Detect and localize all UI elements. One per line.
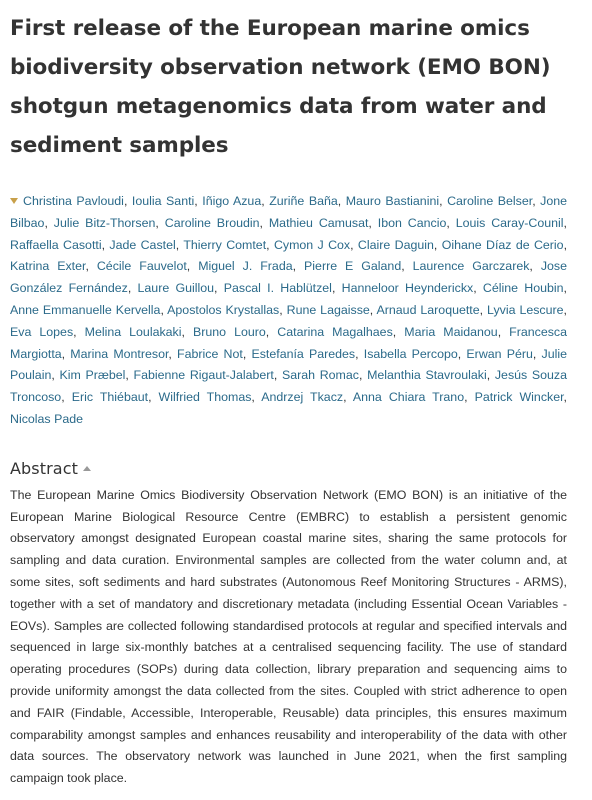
author-link[interactable]: Nicolas Pade: [10, 411, 84, 426]
abstract-heading-label: Abstract: [10, 458, 78, 478]
author-link[interactable]: Mauro Bastianini: [345, 194, 440, 208]
author-link[interactable]: Kim Præbel: [59, 368, 126, 383]
author-separator: ,: [160, 302, 168, 317]
author-separator: ,: [127, 281, 138, 296]
author-link[interactable]: Julie Poulain: [10, 346, 567, 383]
author-list: [10, 191, 567, 431]
author-separator: ,: [464, 390, 475, 405]
author-link[interactable]: Jade Castel: [109, 237, 176, 252]
author-separator: ,: [563, 215, 567, 230]
author-link[interactable]: Iñigo Azua: [202, 194, 262, 208]
author-separator: ,: [279, 302, 287, 317]
author-link[interactable]: Céline Houbin: [482, 281, 564, 296]
author-separator: ,: [123, 194, 132, 208]
abstract-text: The European Marine Omics Biodiversity Observation Network (EMO BON) is an initiative of the European Marine Biological Resource Centre (EMBRC) to establish a persistent genomic observatory amongst designated European coastal marine sites, sharing the same protocols for sampling and data curation. Environmental samples are collected from the water column and, at some sites, soft sediments and hard substrates (Autonomous Reef Monitoring Structures - ARMS), together with a set of mandatory and discretionary metadata (including Essential Ocean Variables - EOVs). Samples are collected following standardised protocols at regular and specified intervals and sequenced in large six-monthly batches at a centralised sequencing facility. The use of standard operating procedures (SOPs) during data collection, library preparation and sequencing aims to provide uniformity amongst the data collected from the sites. Coupled with strict adherence to open and FAIR (Findable, Accessible, Interoperable, Reusable) data principles, this ensures maximum comparability amongst samples and enhances reusability and interoperability of the data with other data sources. The observatory network was launched in June 2021, when the first sampling campaign took place.: [10, 487, 567, 786]
author-link[interactable]: Erwan Péru: [466, 346, 533, 361]
author-link[interactable]: Rune Lagaisse: [286, 302, 370, 317]
author-link[interactable]: Caroline Belser: [447, 194, 533, 208]
author-separator: ,: [563, 237, 568, 252]
author-link[interactable]: Oihane Díaz de Cerio: [441, 237, 564, 252]
author-separator: ,: [563, 302, 567, 317]
author-link[interactable]: Melanthia Stavroulaki: [367, 368, 487, 383]
author-link[interactable]: Andrzej Tkacz: [261, 390, 344, 405]
author-link[interactable]: Pascal I. Hablützel: [223, 281, 332, 296]
author-separator: ,: [181, 324, 193, 339]
author-separator: ,: [125, 368, 134, 383]
author-link[interactable]: Bruno Louro: [193, 324, 266, 339]
author-link[interactable]: Lyvia Lescure: [487, 302, 564, 317]
author-link[interactable]: Louis Caray-Counil: [455, 215, 564, 230]
author-link[interactable]: Raffaella Casotti: [10, 237, 102, 252]
author-separator: ,: [214, 281, 224, 296]
author-separator: ,: [331, 281, 342, 296]
author-separator: ,: [73, 324, 85, 339]
author-link[interactable]: Eva Lopes: [10, 324, 74, 339]
author-separator: ,: [433, 237, 442, 252]
author-link[interactable]: Francesca Margiotta: [10, 324, 568, 361]
author-link[interactable]: Zuriñe Baña: [269, 194, 338, 208]
author-separator: ,: [337, 194, 346, 208]
author-separator: ,: [401, 259, 413, 274]
author-link[interactable]: Patrick Wincker: [474, 390, 564, 405]
author-separator: ,: [439, 194, 448, 208]
author-link[interactable]: Eric Thiébaut: [71, 390, 149, 405]
author-link[interactable]: Laurence Garczarek: [412, 259, 530, 274]
author-separator: ,: [292, 259, 305, 274]
author-separator: ,: [265, 324, 278, 339]
author-separator: ,: [251, 390, 262, 405]
article-title: First release of the European marine omics biodiversity observation network (EMO BON) shotgun metagenomics data from water and sediment samples: [10, 16, 551, 158]
author-link[interactable]: Jesús Souza Troncoso: [10, 368, 568, 405]
author-separator: ,: [497, 324, 510, 339]
author-separator: ,: [446, 215, 456, 230]
author-separator: ,: [61, 346, 71, 361]
author-link[interactable]: Fabienne Rigaut-Jalabert: [133, 368, 274, 383]
author-separator: ,: [175, 237, 184, 252]
author-link[interactable]: Katrina Exter: [10, 259, 86, 274]
author-separator: ,: [242, 346, 252, 361]
author-link[interactable]: Hanneloor Heynderickx: [341, 281, 474, 296]
author-separator: ,: [194, 194, 203, 208]
author-separator: ,: [563, 390, 567, 405]
author-separator: ,: [186, 259, 199, 274]
author-link[interactable]: Fabrice Not: [177, 346, 243, 361]
author-separator: ,: [259, 215, 269, 230]
author-separator: ,: [473, 281, 483, 296]
author-link[interactable]: Maria Maidanou: [404, 324, 498, 339]
author-separator: ,: [358, 368, 368, 383]
author-link[interactable]: Apostolos Krystallas: [167, 302, 280, 317]
author-separator: ,: [343, 390, 353, 405]
author-link[interactable]: Anne Emmanuelle Kervella: [10, 302, 161, 317]
author-separator: ,: [266, 237, 274, 252]
author-separator: ,: [148, 390, 159, 405]
abstract-heading: [10, 457, 567, 481]
author-link[interactable]: Melina Loulakaki: [84, 324, 182, 339]
author-link[interactable]: Pierre E Galand: [304, 259, 402, 274]
author-separator: ,: [261, 194, 270, 208]
caret-up-icon[interactable]: [83, 466, 91, 471]
author-separator: ,: [457, 346, 467, 361]
author-link[interactable]: Thierry Comtet: [183, 237, 267, 252]
author-separator: ,: [529, 259, 541, 274]
caret-down-icon[interactable]: [10, 198, 18, 204]
author-separator: ,: [368, 215, 378, 230]
author-link[interactable]: Ioulia Santi: [131, 194, 195, 208]
author-separator: ,: [486, 368, 495, 383]
author-link[interactable]: Julie Bitz-Thorsen: [53, 215, 156, 230]
author-link[interactable]: Arnaud Laroquette: [376, 302, 480, 317]
author-link[interactable]: Claire Daguin: [357, 237, 434, 252]
author-separator: ,: [85, 259, 97, 274]
author-separator: ,: [155, 215, 165, 230]
article: [10, 0, 567, 790]
author-link[interactable]: Marina Montresor: [70, 346, 169, 361]
author-link[interactable]: Anna Chiara Trano: [352, 390, 465, 405]
author-separator: ,: [101, 237, 110, 252]
author-link[interactable]: Christina Pavloudi: [23, 194, 124, 208]
author-link[interactable]: Sarah Romac: [281, 368, 359, 383]
author-link[interactable]: Miguel J. Frada: [198, 259, 293, 274]
author-link[interactable]: Ibon Cancio: [377, 215, 447, 230]
author-link[interactable]: Catarina Magalhaes: [277, 324, 393, 339]
author-link[interactable]: Wilfried Thomas: [158, 390, 252, 405]
author-separator: ,: [273, 368, 282, 383]
author-link[interactable]: Mathieu Camusat: [268, 215, 369, 230]
author-separator: ,: [44, 215, 54, 230]
author-separator: ,: [168, 346, 178, 361]
author-separator: ,: [532, 194, 541, 208]
author-separator: ,: [392, 324, 405, 339]
author-link[interactable]: Cymon J Cox: [273, 237, 351, 252]
author-link[interactable]: Jone Bilbao: [10, 194, 568, 230]
author-separator: ,: [563, 281, 567, 296]
author-separator: ,: [355, 346, 364, 361]
author-link[interactable]: Caroline Broudin: [164, 215, 260, 230]
author-separator: ,: [61, 390, 72, 405]
author-separator: ,: [51, 368, 60, 383]
author-separator: ,: [369, 302, 377, 317]
author-separator: ,: [532, 346, 542, 361]
author-link[interactable]: Laure Guillou: [137, 281, 215, 296]
author-link[interactable]: Isabella Percopo: [363, 346, 458, 361]
author-separator: ,: [479, 302, 488, 317]
author-link[interactable]: Estefanía Paredes: [251, 346, 356, 361]
author-link[interactable]: Jose González Fernández: [10, 259, 567, 296]
author-separator: ,: [350, 237, 358, 252]
author-link[interactable]: Cécile Fauvelot: [96, 259, 187, 274]
